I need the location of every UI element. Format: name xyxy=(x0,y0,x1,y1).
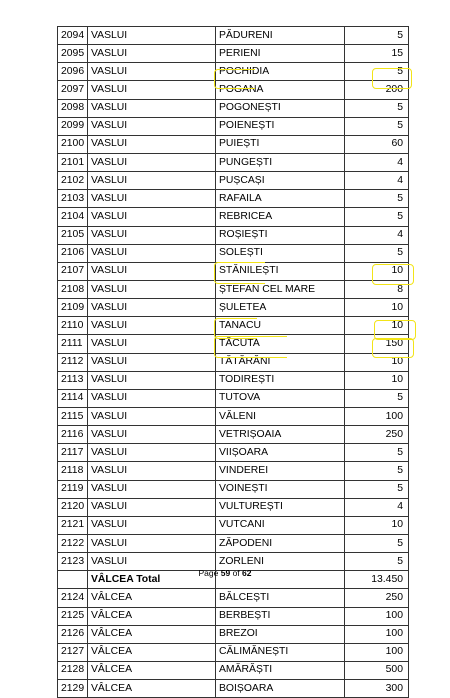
locality-cell: VETRIȘOAIA xyxy=(216,426,345,444)
locality-cell: VIIȘOARA xyxy=(216,444,345,462)
row-number-cell: 2104 xyxy=(58,208,88,226)
table-row xyxy=(58,153,409,171)
locality-cell: VĂLENI xyxy=(216,407,345,425)
locality-cell: BREZOI xyxy=(216,625,345,643)
row-number-cell: 2098 xyxy=(58,99,88,117)
row-number-cell: 2120 xyxy=(58,498,88,516)
county-cell: VASLUI xyxy=(88,407,216,425)
locality-cell: VUTCANI xyxy=(216,516,345,534)
table-row xyxy=(58,680,409,698)
value-cell: 10 xyxy=(345,371,409,389)
row-number-cell: 2111 xyxy=(58,335,88,353)
locality-cell: PUNGEȘTI xyxy=(216,153,345,171)
row-number-cell: 2118 xyxy=(58,462,88,480)
value-cell: 5 xyxy=(345,534,409,552)
table-row xyxy=(58,172,409,190)
table-row xyxy=(58,444,409,462)
row-number-cell: 2117 xyxy=(58,444,88,462)
county-cell: VASLUI xyxy=(88,317,216,335)
table-row xyxy=(58,335,409,353)
locality-cell: STĂNILEȘTI xyxy=(216,262,345,280)
locality-cell: POGONEȘTI xyxy=(216,99,345,117)
table-row xyxy=(58,81,409,99)
county-cell: VASLUI xyxy=(88,516,216,534)
table-row xyxy=(58,407,409,425)
value-cell: 150 xyxy=(345,335,409,353)
row-number-cell: 2129 xyxy=(58,680,88,698)
row-number-cell: 2105 xyxy=(58,226,88,244)
footer-page-number: 59 xyxy=(220,568,231,578)
value-cell: 5 xyxy=(345,190,409,208)
table-row xyxy=(58,607,409,625)
value-cell: 10 xyxy=(345,299,409,317)
locality-cell: ȘTEFAN CEL MARE xyxy=(216,280,345,298)
row-number-cell: 2124 xyxy=(58,589,88,607)
county-cell: VASLUI xyxy=(88,153,216,171)
locality-cell: TODIREȘTI xyxy=(216,371,345,389)
page-footer xyxy=(0,568,450,578)
row-number-cell: 2115 xyxy=(58,407,88,425)
table-row xyxy=(58,244,409,262)
value-cell: 5 xyxy=(345,553,409,571)
table-row xyxy=(58,462,409,480)
row-number-cell: 2102 xyxy=(58,172,88,190)
row-number-cell: 2109 xyxy=(58,299,88,317)
row-number-cell: 2121 xyxy=(58,516,88,534)
row-number-cell: 2126 xyxy=(58,625,88,643)
locality-cell: RAFAILA xyxy=(216,190,345,208)
value-cell: 4 xyxy=(345,226,409,244)
value-cell: 100 xyxy=(345,607,409,625)
table-row xyxy=(58,534,409,552)
allocation-table xyxy=(57,26,409,698)
value-cell: 100 xyxy=(345,407,409,425)
table-row xyxy=(58,643,409,661)
value-cell: 250 xyxy=(345,426,409,444)
county-cell: VASLUI xyxy=(88,244,216,262)
locality-cell: CĂLIMĂNEȘTI xyxy=(216,643,345,661)
table-row xyxy=(58,516,409,534)
locality-cell: VULTUREȘTI xyxy=(216,498,345,516)
table-row xyxy=(58,661,409,679)
value-cell: 5 xyxy=(345,389,409,407)
table-row xyxy=(58,389,409,407)
locality-cell: SOLEȘTI xyxy=(216,244,345,262)
county-cell: VASLUI xyxy=(88,371,216,389)
county-cell: VASLUI xyxy=(88,462,216,480)
row-number-cell: 2110 xyxy=(58,317,88,335)
county-cell: VASLUI xyxy=(88,444,216,462)
table-row xyxy=(58,45,409,63)
county-cell: VÂLCEA xyxy=(88,589,216,607)
value-cell: 5 xyxy=(345,480,409,498)
county-cell: VASLUI xyxy=(88,117,216,135)
table-row xyxy=(58,117,409,135)
value-cell: 8 xyxy=(345,280,409,298)
county-cell: VASLUI xyxy=(88,280,216,298)
locality-cell: TĂCUTA xyxy=(216,335,345,353)
county-cell: VASLUI xyxy=(88,63,216,81)
row-number-cell: 2123 xyxy=(58,553,88,571)
county-cell: VASLUI xyxy=(88,353,216,371)
footer-page-total: 62 xyxy=(242,568,252,578)
row-number-cell: 2125 xyxy=(58,607,88,625)
locality-cell: BERBEȘTI xyxy=(216,607,345,625)
row-number-cell: 2127 xyxy=(58,643,88,661)
county-cell: VASLUI xyxy=(88,498,216,516)
table-row xyxy=(58,371,409,389)
locality-cell: ȘULETEA xyxy=(216,299,345,317)
county-cell: VÂLCEA xyxy=(88,680,216,698)
row-number-cell: 2103 xyxy=(58,190,88,208)
value-cell: 300 xyxy=(345,680,409,698)
table-row xyxy=(58,299,409,317)
value-cell: 5 xyxy=(345,99,409,117)
table-row xyxy=(58,99,409,117)
county-cell: VASLUI xyxy=(88,45,216,63)
table-row xyxy=(58,625,409,643)
table-row xyxy=(58,190,409,208)
row-number-cell: 2122 xyxy=(58,534,88,552)
value-cell: 4 xyxy=(345,153,409,171)
row-number-cell: 2097 xyxy=(58,81,88,99)
locality-cell: TĂTĂRĂNI xyxy=(216,353,345,371)
table-row xyxy=(58,426,409,444)
locality-cell: PUIEȘTI xyxy=(216,135,345,153)
table-row xyxy=(58,262,409,280)
locality-cell: POIENEȘTI xyxy=(216,117,345,135)
row-number-cell: 2095 xyxy=(58,45,88,63)
locality-cell: VOINEȘTI xyxy=(216,480,345,498)
locality-cell: BĂLCEȘTI xyxy=(216,589,345,607)
table-row xyxy=(58,589,409,607)
value-cell: 10 xyxy=(345,262,409,280)
value-cell: 60 xyxy=(345,135,409,153)
value-cell: 100 xyxy=(345,643,409,661)
value-cell: 10 xyxy=(345,353,409,371)
value-cell: 5 xyxy=(345,244,409,262)
row-number-cell: 2096 xyxy=(58,63,88,81)
row-number-cell: 2128 xyxy=(58,661,88,679)
value-cell: 5 xyxy=(345,462,409,480)
row-number-cell: 2099 xyxy=(58,117,88,135)
table-row xyxy=(58,208,409,226)
county-cell: VÂLCEA xyxy=(88,607,216,625)
value-cell: 4 xyxy=(345,498,409,516)
county-cell: VASLUI xyxy=(88,534,216,552)
row-number-cell: 2108 xyxy=(58,280,88,298)
county-cell: VASLUI xyxy=(88,190,216,208)
county-cell: VASLUI xyxy=(88,426,216,444)
row-number-cell: 2114 xyxy=(58,389,88,407)
locality-cell: REBRICEA xyxy=(216,208,345,226)
row-number-cell: 2094 xyxy=(58,27,88,45)
value-cell: 10 xyxy=(345,317,409,335)
value-cell: 250 xyxy=(345,589,409,607)
value-cell: 5 xyxy=(345,27,409,45)
row-number-cell: 2113 xyxy=(58,371,88,389)
locality-cell: ROȘIEȘTI xyxy=(216,226,345,244)
county-cell: VASLUI xyxy=(88,208,216,226)
table-row xyxy=(58,498,409,516)
county-cell: VASLUI xyxy=(88,480,216,498)
county-cell: VASLUI xyxy=(88,389,216,407)
table-row xyxy=(58,480,409,498)
row-number-cell: 2106 xyxy=(58,244,88,262)
county-cell: VÂLCEA xyxy=(88,661,216,679)
county-cell: VASLUI xyxy=(88,99,216,117)
table-row xyxy=(58,317,409,335)
value-cell: 200 xyxy=(345,81,409,99)
table-row xyxy=(58,226,409,244)
county-cell: VÂLCEA xyxy=(88,625,216,643)
county-cell: VASLUI xyxy=(88,226,216,244)
table-row xyxy=(58,353,409,371)
locality-cell: BOIȘOARA xyxy=(216,680,345,698)
county-cell: VASLUI xyxy=(88,299,216,317)
county-cell: VASLUI xyxy=(88,135,216,153)
footer-prefix: Page xyxy=(198,568,219,578)
county-cell: VASLUI xyxy=(88,553,216,571)
value-cell: 100 xyxy=(345,625,409,643)
county-cell: VASLUI xyxy=(88,172,216,190)
footer-of: of xyxy=(232,568,240,578)
row-number-cell: 2107 xyxy=(58,262,88,280)
locality-cell: ZORLENI xyxy=(216,553,345,571)
table-row xyxy=(58,280,409,298)
row-number-cell: 2101 xyxy=(58,153,88,171)
locality-cell: AMĂRĂȘTI xyxy=(216,661,345,679)
row-number-cell: 2100 xyxy=(58,135,88,153)
row-number-cell: 2119 xyxy=(58,480,88,498)
value-cell: 5 xyxy=(345,208,409,226)
locality-cell: PUȘCAȘI xyxy=(216,172,345,190)
county-cell: VASLUI xyxy=(88,27,216,45)
county-cell: VASLUI xyxy=(88,81,216,99)
value-cell: 13.450 xyxy=(345,571,409,589)
value-cell: 5 xyxy=(345,63,409,81)
table-row xyxy=(58,63,409,81)
locality-cell: POGANA xyxy=(216,81,345,99)
county-cell: VASLUI xyxy=(88,335,216,353)
table-body xyxy=(58,27,409,698)
locality-cell: PĂDURENI xyxy=(216,27,345,45)
county-cell: VÂLCEA xyxy=(88,643,216,661)
table-row xyxy=(58,27,409,45)
locality-cell: POCHIDIA xyxy=(216,63,345,81)
county-cell: VASLUI xyxy=(88,262,216,280)
value-cell: 500 xyxy=(345,661,409,679)
locality-cell: TUTOVA xyxy=(216,389,345,407)
value-cell: 15 xyxy=(345,45,409,63)
table-row xyxy=(58,135,409,153)
value-cell: 4 xyxy=(345,172,409,190)
locality-cell: TANACU xyxy=(216,317,345,335)
locality-cell: ZĂPODENI xyxy=(216,534,345,552)
row-number-cell: 2116 xyxy=(58,426,88,444)
value-cell: 10 xyxy=(345,516,409,534)
locality-cell: PERIENI xyxy=(216,45,345,63)
value-cell: 5 xyxy=(345,117,409,135)
locality-cell: VINDEREI xyxy=(216,462,345,480)
row-number-cell: 2112 xyxy=(58,353,88,371)
county-cell: VÂLCEA Total xyxy=(88,571,216,589)
data-table-container xyxy=(57,26,408,698)
value-cell: 5 xyxy=(345,444,409,462)
